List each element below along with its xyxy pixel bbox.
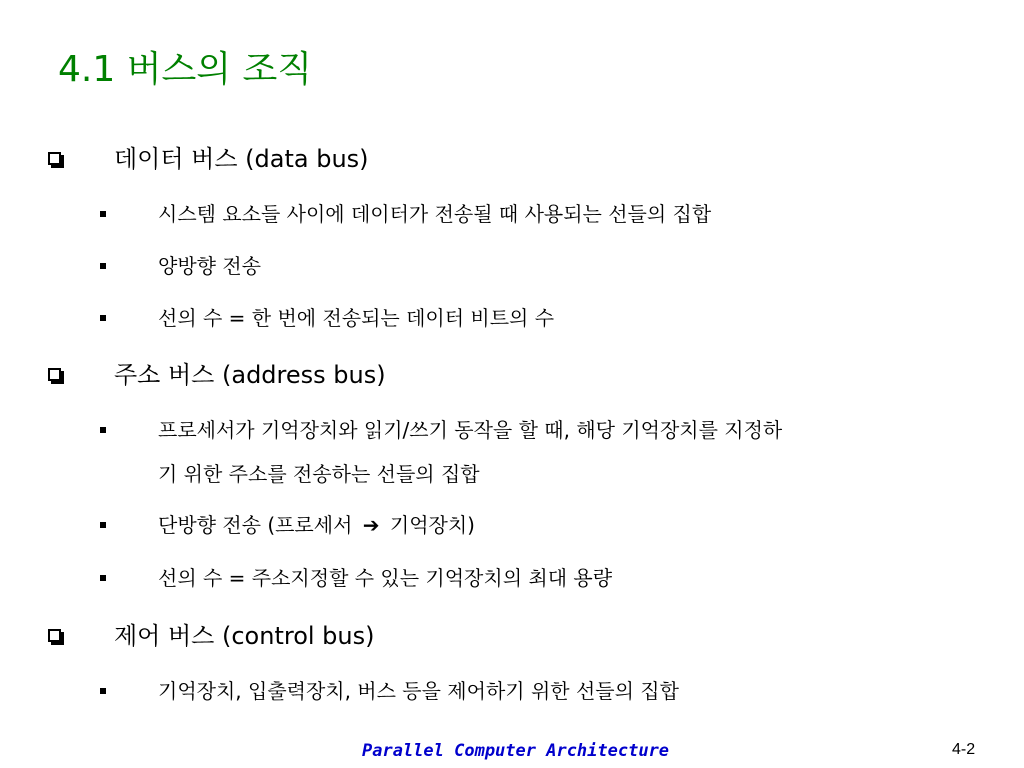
section-heading-control-bus: 제어 버스 (control bus) <box>114 622 375 650</box>
section-heading-data-bus: 데이터 버스 (data bus) <box>114 145 369 173</box>
section-heading-address-bus: 주소 버스 (address bus) <box>114 361 386 389</box>
filled-square-bullet-icon <box>100 211 106 217</box>
filled-square-bullet-icon <box>100 688 106 694</box>
filled-square-bullet-icon <box>100 427 106 433</box>
list-item-text: 단방향 전송 (프로세서 <box>158 513 353 537</box>
hollow-square-bullet-icon <box>48 152 61 165</box>
filled-square-bullet-icon <box>100 315 106 321</box>
hollow-square-bullet-icon <box>48 629 61 642</box>
filled-square-bullet-icon <box>100 263 106 269</box>
list-item: 선의 수 = 주소지정할 수 있는 기억장치의 최대 용량 <box>158 566 613 590</box>
list-item: 시스템 요소들 사이에 데이터가 전송될 때 사용되는 선들의 집합 <box>158 202 712 226</box>
page-number: 4-2 <box>952 741 976 758</box>
slide-title: 4.1 버스의 조직 <box>58 49 313 90</box>
list-item: 기억장치, 입출력장치, 버스 등을 제어하기 위한 선들의 집합 <box>158 679 679 703</box>
list-item <box>158 512 475 538</box>
list-item: 프로세서가 기억장치와 읽기/쓰기 동작을 할 때, 해당 기억장치를 지정하 <box>158 418 783 442</box>
filled-square-bullet-icon <box>100 522 106 528</box>
list-item-continuation: 기 위한 주소를 전송하는 선들의 집합 <box>158 462 480 486</box>
hollow-square-bullet-icon <box>48 368 61 381</box>
footer-title: Parallel Computer Architecture <box>362 741 670 761</box>
list-item: 선의 수 = 한 번에 전송되는 데이터 비트의 수 <box>158 306 555 330</box>
right-arrow-icon: ➔ <box>362 513 380 537</box>
filled-square-bullet-icon <box>100 575 106 581</box>
list-item: 양방향 전송 <box>158 254 261 278</box>
list-item-text: 기억장치) <box>389 513 475 537</box>
